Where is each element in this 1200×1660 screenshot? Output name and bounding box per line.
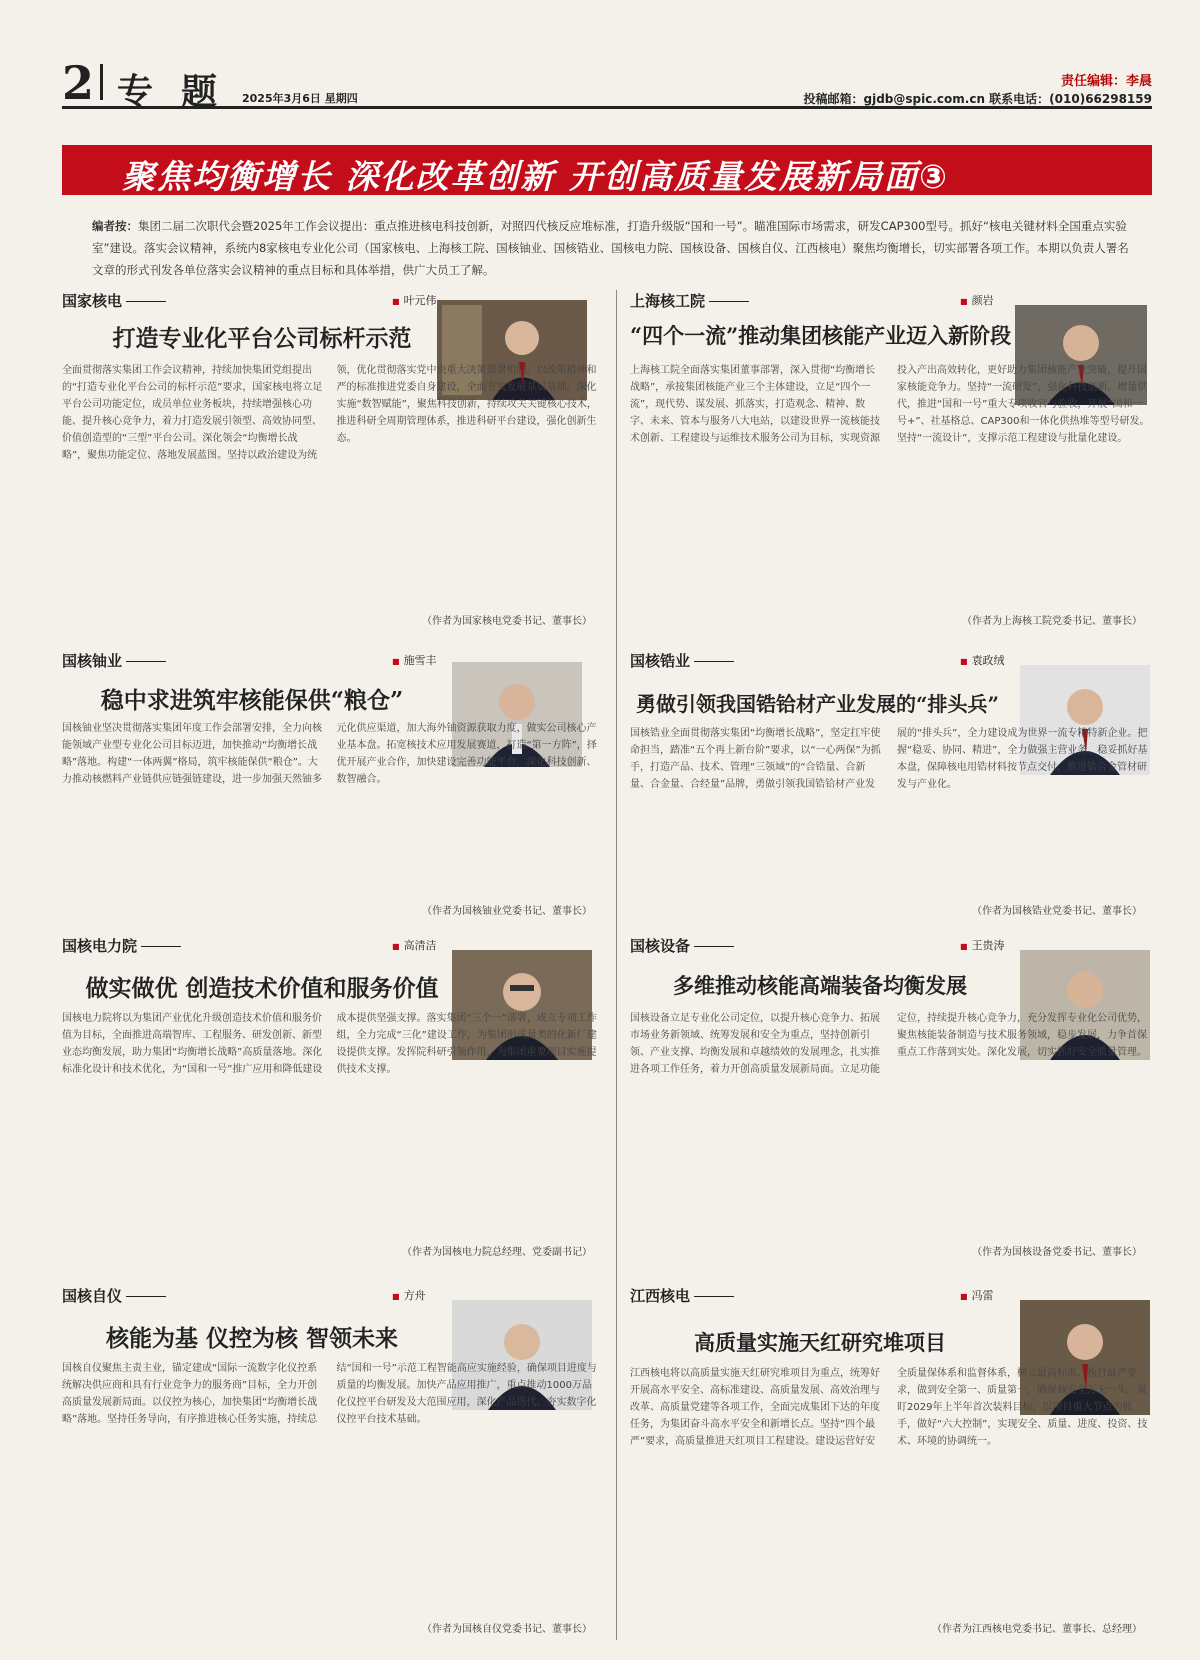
article-ghgy [630, 650, 1152, 920]
article-author: ■ 冯雷 [960, 1287, 994, 1303]
article-ghsb [630, 935, 1152, 1265]
article-body: 国核设备立足专业化公司定位，以提升核心竞争力、拓展市场业务新领域、统筹发展和安全为重点，坚持创新引领、产业支撑、均衡发展和卓越绩效的发展理念，扎实推进各项工作任务，着力开创高质量发展新局面。立足功能定位，持续提升核心竞争力，充分发挥专业化公司优势，聚焦核能装备制造与技术服务领域，稳步发展，力争首保重点工作落到实处。深化发展，切实抓好安全质量管理。 [630, 1013, 1147, 1075]
article-author: ■ 颜岩 [960, 292, 994, 308]
article-body: 国核自仪聚焦主责主业，锚定建成“国际一流数字化仪控系统解决供应商和具有行业竞争力的服务商”目标，全力开创高质量发展新局面。以仪控为核心，加快集团“均衡增长战略”落地。坚持任务导向，有序推进核心任务实施，持续总结“国和一号”示范工程智能高应实施经验，确保项目进度与质量的均衡发展。加快产品应用推广，重点推动1000万品化仪控平台研发及大范围应用，深化产品迭代，夯实数字化仪控平台技术基础。 [62, 1363, 597, 1425]
article-body: 上海核工院全面落实集团董事部署，深入贯彻“均衡增长战略”，承接集团核能产业三个主体建设，立足“四个一流”，现代势、谋发展、抓落实，打造观念、精神、数字、未来、管本与服务八大电站，以建设世界一流核能技术创新、工程建设与运维技术服务公司为目标，实现资源投入产出高效转化，更好助力集团核能产业突破，提升国家核能竞争力。坚持“一流研发”，强化科技创新。增量供代，推进“国和一号”重大专项收官与验收，开展“国和一号+”、社基格总、CAP300和一体化供热堆等型号研发。坚持“一流设计”，支撑示范工程建设与批量化建设。 [630, 365, 1150, 444]
article-author: ■ 高清洁 [392, 937, 437, 953]
article-headline: 做实做优 创造技术价值和服务价值 [85, 975, 439, 1002]
article-unit-label: 江西核电 [630, 1285, 734, 1306]
article-headline: 核能为基 仪控为核 智领未来 [105, 1325, 398, 1352]
editor-note-text: 集团二届二次职代会暨2025年工作会议提出：重点推进核电科技创新，对照四代核反应堆标准，打造升级版“国和一号”。瞄准国际市场需求，研发CAP300型号。抓好“核电关键材料全国重点实验室”建设。落实会议精神，系统内8家核电专业化公司（国家核电、上海核工院、国核铀业、国核锆业、国核电力院、国核设备、国核自仪、江西核电）聚焦均衡增长，切实部署各项工作。本期以负责人署名文章的形式刊发各单位落实会议精神的重点目标和具体举措，供广大员工了解。 [92, 219, 1129, 277]
article-ghzy [62, 1285, 602, 1640]
article-headline: 稳中求进筑牢核能保供“粮仓” [100, 687, 404, 714]
article-unit-label: 国核设备 [630, 935, 734, 956]
article-headline: 打造专业化平台公司标杆示范 [112, 325, 412, 352]
section-title: 专题 [117, 71, 246, 113]
page-header [62, 56, 1152, 113]
article-unit-label: 国核自仪 [62, 1285, 166, 1306]
article-gjhd [62, 290, 602, 635]
contact-info: 投稿邮箱：gjdb@spic.com.cn 联系电话：(010)66298159 [803, 92, 1152, 106]
article-body: 国核铀业坚决贯彻落实集团年度工作会部署安排，全力向核能领域产业型专业化公司目标迈进，加快推动“均衡增长战略”落地。构建“一体两翼”格局，筑牢核能保供“粮仓”。大力推动核燃料产业链供应链强链建设，进一步加强天然铀多元化供应渠道，加大海外铀资源获取力度，做实公司核心产业基本盘。拓宽核技术应用发展赛道，打造“第一方阵”，择优开展产业合作，加快建设完善功能平台，深化科技创新、数智融合。 [62, 723, 597, 785]
article-body: 江西核电将以高质量实施天红研究堆项目为重点，统筹好开展高水平安全、高标准建设、高质量发展、高效治理与改革、高质量党建等各项工作，全面完成集团下达的年度任务，为集团奋斗高水平安全和新增长点。坚持“四个最严”要求，高质量推进天红项目工程建设。建设运营好安全质量保体系和监督体系，树立最高标准、执行最严要求，做到安全第一、质量第一，确保核安全万无一失。紧盯2029年上半年首次装料目标，以项目重大节点为抓手，做好“六大控制”，实现安全、质量、进度、投资、技术、环境的协调统一。 [630, 1368, 1148, 1447]
article-body: 国核电力院将以为集团产业优化升级创造技术价值和服务价值为目标，全面推进高端智库、工程服务、研发创新、新型业态均衡发展，助力集团“均衡增长战略”高质量落地。深化标准化设计和技术优化，为“国和一号”推广应用和降低建设成本提供坚强支撑。落实集团“三个一”部署，成立专项工作组，全力完成“三化”建设工作，为集团形成量类的化新厂建设提供支撑。发挥院科研引领作用，为集团重要项目实施提供技术支撑。 [62, 1013, 597, 1075]
article-shhgy [630, 290, 1152, 635]
banner-title: 聚焦均衡增长 深化改革创新 开创高质量发展新局面③ [122, 157, 949, 196]
editor-note-lead: 编者按： [92, 219, 138, 233]
header-divider [100, 64, 103, 100]
article-author: ■ 王贵涛 [960, 937, 1005, 953]
column-divider [616, 290, 617, 1640]
article-unit-label: 国核锆业 [630, 650, 734, 671]
article-headline: 高质量实施天红研究堆项目 [694, 1330, 946, 1355]
article-author: ■ 施雪丰 [392, 652, 437, 668]
article-signature: （作者为国核电力院总经理、党委副书记） [402, 1247, 592, 1258]
article-ghdly [62, 935, 602, 1265]
article-signature: （作者为国核设备党委书记、董事长） [972, 1247, 1142, 1258]
article-signature: （作者为国核锆业党委书记、董事长） [972, 906, 1142, 917]
page-number: 2 [62, 56, 95, 110]
article-headline: “四个一流”推动集团核能产业迈入新阶段 [630, 323, 1012, 348]
article-signature: （作者为国核自仪党委书记、董事长） [422, 1624, 592, 1635]
article-signature: （作者为国家核电党委书记、董事长） [422, 616, 592, 627]
article-author: ■ 袁政绒 [960, 652, 1005, 668]
article-ghyy [62, 650, 602, 920]
article-unit-label: 上海核工院 [630, 290, 749, 311]
article-headline: 多维推动核能高端装备均衡发展 [673, 973, 967, 998]
article-signature: （作者为江西核电党委书记、董事长、总经理） [932, 1624, 1142, 1635]
article-author: ■ 叶元伟 [392, 292, 437, 308]
article-body: 国核锆业全面贯彻落实集团“均衡增长战略”，坚定扛牢使命担当，踏准“五个再上新台阶”要求，以“一心两保”为抓手，打造产品、技术、管理“三领域”的“合锆量、合新量、合金量、合经量”品牌，勇做引领我国锆铪材产业发展的“排头兵”，全力建设成为世界一流专精特新企业。把握“稳妥、协同、精进”，全力做强主营业务。稳妥抓好基本盘，保障核电用锆材料按节点交付，推进锆合金管材研发与产业化。 [630, 728, 1148, 790]
article-unit-label: 国家核电 [62, 290, 166, 311]
article-body: 全面贯彻落实集团工作会议精神，持续加快集团党组提出的“打造专业化平台公司的标杆示范”要求，国家核电将立足平台公司功能定位，成员单位业务板块，持续增强核心功能、提升核心竞争力，着力打造发展引领型、高效协同型、价值创造型的“三型”平台公司。深化领会“均衡增长战略”，聚焦功能定位、落地发展蓝图。坚持以政治建设为统领，优化贯彻落实党中央重大决策部署机制，以改革精神和严的标准推进党委自身建设，全面夯实发展基层基础。深化实施“数智赋能”，聚焦科技创新，持续攻关关键核心技术，推进科研全周期管理体系，推进科研平台建设，强化创新生态。 [62, 365, 597, 461]
article-jxhd [630, 1285, 1152, 1640]
article-author: ■ 方舟 [392, 1287, 426, 1303]
article-unit-label: 国核电力院 [62, 935, 181, 956]
article-unit-label: 国核铀业 [62, 650, 166, 671]
article-signature: （作者为上海核工院党委书记、董事长） [962, 616, 1142, 627]
issue-date: 2025年3月6日 星期四 [242, 92, 358, 105]
feature-banner [62, 145, 1152, 195]
editor-note [92, 215, 1132, 281]
article-signature: （作者为国核铀业党委书记、董事长） [422, 906, 592, 917]
article-headline: 勇做引领我国锆铪材产业发展的“排头兵” [635, 692, 999, 716]
responsible-editor: 责任编辑：李晨 [1060, 74, 1152, 89]
